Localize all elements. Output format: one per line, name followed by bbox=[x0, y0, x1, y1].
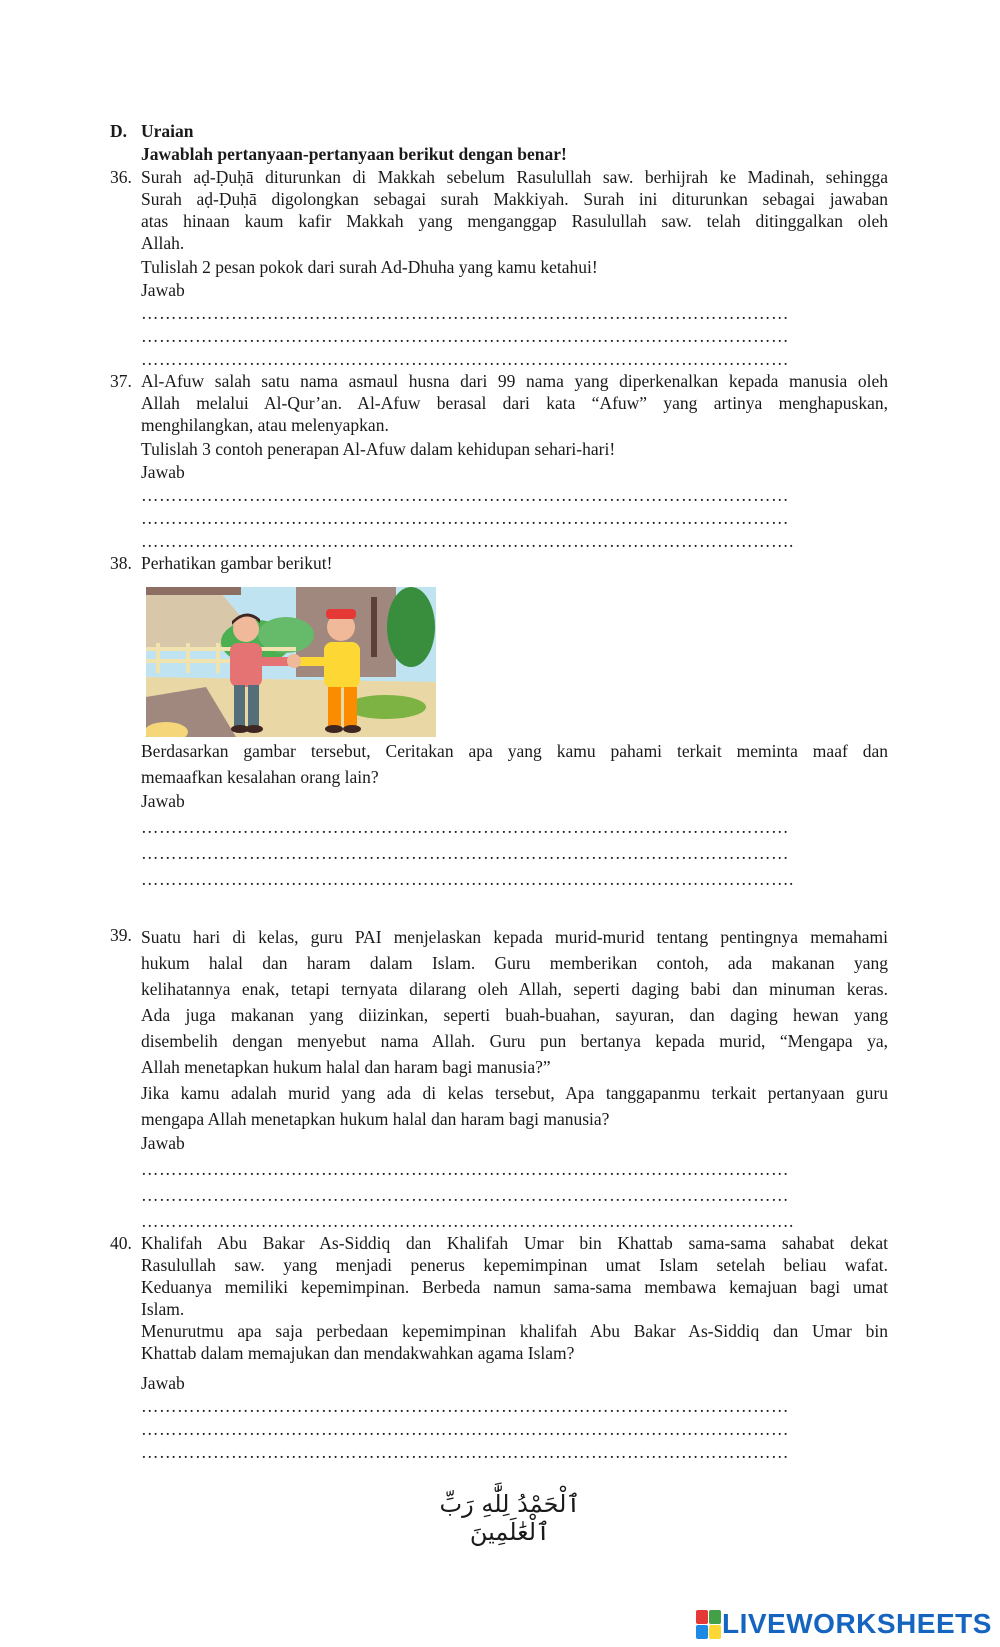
closing-arabic-text: ٱلْحَمْدُ لِلَّٰهِ رَبِّ ٱلْعَٰلَمِينَ bbox=[439, 1490, 581, 1546]
question-38-text bbox=[141, 738, 888, 790]
answer-label: Jawab bbox=[141, 1373, 185, 1393]
question-40-line: Islam. bbox=[141, 1299, 185, 1319]
question-37-number: 37. bbox=[110, 371, 132, 391]
question-36-task: Tulislah 2 pesan pokok dari surah Ad-Dhuha yang kamu ketahui! bbox=[141, 257, 598, 277]
question-36-line: Allah. bbox=[141, 233, 185, 253]
answer-label: Jawab bbox=[141, 280, 185, 300]
answer-line[interactable]: ……………………………………………………………………………………………… bbox=[141, 303, 789, 323]
answer-line[interactable]: ………………………………………………………………………………………………. bbox=[141, 1211, 794, 1231]
liveworksheets-logo-icon bbox=[696, 1610, 720, 1638]
question-40-line: Rasulullah saw. yang menjadi penerus kepemimpinan umat Islam setelah beliau wafat. bbox=[141, 1255, 888, 1275]
section-letter: D. bbox=[110, 121, 128, 141]
question-39-line: hukum halal dan haram dalam Islam. Guru memberikan contoh, ada makanan yang bbox=[141, 953, 888, 973]
question-39-line: kelihatannya enak, tetapi ternyata dilarang oleh Allah, seperti daging babi dan minuman keras. bbox=[141, 979, 888, 999]
answer-label: Jawab bbox=[141, 791, 185, 811]
question-38-intro: Perhatikan gambar berikut! bbox=[141, 553, 333, 573]
question-40-number: 40. bbox=[110, 1233, 132, 1253]
question-40-line: Keduanya memiliki kepemimpinan. Berbeda namun sama-sama membawa kemajuan bagi umat bbox=[141, 1277, 888, 1297]
answer-line[interactable]: ………………………………………………………………………………………………. bbox=[141, 869, 794, 889]
answer-line[interactable]: ………………………………………………………………………………………………. bbox=[141, 531, 794, 551]
question-39-line: disembelih dengan menyebut nama Allah. Guru pun bertanya kepada murid, “Mengapa ya, bbox=[141, 1031, 888, 1051]
question-40-line: Khattab dalam memajukan dan mendakwahkan agama Islam? bbox=[141, 1343, 575, 1363]
logo-block bbox=[696, 1625, 708, 1639]
question-39-text bbox=[141, 924, 888, 1132]
liveworksheets-brand[interactable] bbox=[696, 1608, 992, 1640]
question-36-line: Surah aḍ-Ḍuḥā diturunkan di Makkah sebelum Rasulullah saw. berhijrah ke Madinah, sehingga bbox=[141, 167, 888, 187]
section-title: Uraian bbox=[141, 121, 194, 141]
question-37-line: Al-Afuw salah satu nama asmaul husna dari 99 nama yang diperkenalkan kepada manusia oleh bbox=[141, 371, 888, 391]
logo-block bbox=[709, 1625, 721, 1639]
question-40-line: Menurutmu apa saja perbedaan kepemimpinan khalifah Abu Bakar As-Siddiq dan Umar bin bbox=[141, 1321, 888, 1341]
question-38-number: 38. bbox=[110, 553, 132, 573]
question-37-task: Tulislah 3 contoh penerapan Al-Afuw dalam kehidupan sehari-hari! bbox=[141, 439, 616, 459]
answer-line[interactable]: ……………………………………………………………………………………………… bbox=[141, 1419, 789, 1439]
question-39-line: Allah menetapkan hukum halal dan haram bagi manusia?” bbox=[141, 1057, 551, 1077]
question-39-line: Suatu hari di kelas, guru PAI menjelaskan kepada murid-murid tentang pentingnya memahami bbox=[141, 927, 888, 947]
question-40-text bbox=[141, 1232, 888, 1364]
question-38-line: Berdasarkan gambar tersebut, Ceritakan apa yang kamu pahami terkait meminta maaf dan bbox=[141, 741, 888, 761]
brand-name: LIVEWORKSHEETS bbox=[722, 1608, 992, 1639]
answer-label: Jawab bbox=[141, 462, 185, 482]
answer-line[interactable]: ……………………………………………………………………………………………… bbox=[141, 1159, 789, 1179]
question-37-text bbox=[141, 370, 888, 436]
logo-block bbox=[709, 1610, 721, 1624]
question-37-line: menghilangkan, atau melenyapkan. bbox=[141, 415, 389, 435]
answer-line[interactable]: ……………………………………………………………………………………………… bbox=[141, 1442, 789, 1462]
question-40-line: Khalifah Abu Bakar As-Siddiq dan Khalifah Umar bin Khattab sama-sama sahabat dekat bbox=[141, 1233, 888, 1253]
question-38-line: memaafkan kesalahan orang lain? bbox=[141, 767, 379, 787]
answer-line[interactable]: ……………………………………………………………………………………………… bbox=[141, 843, 789, 863]
question-36-text bbox=[141, 166, 888, 254]
answer-line[interactable]: ……………………………………………………………………………………………… bbox=[141, 349, 789, 369]
answer-line[interactable]: ……………………………………………………………………………………………… bbox=[141, 1185, 789, 1205]
question-36-line: atas hinaan kaum kafir Makkah yang menganggap Rasulullah saw. telah ditinggalkan oleh bbox=[141, 211, 888, 231]
question-36-number: 36. bbox=[110, 167, 132, 187]
answer-label: Jawab bbox=[141, 1133, 185, 1153]
question-39-line: mengapa Allah menetapkan hukum halal dan haram bagi manusia? bbox=[141, 1109, 610, 1129]
forgiveness-handshake-illustration bbox=[146, 587, 436, 737]
question-39-line: Jika kamu adalah murid yang ada di kelas tersebut, Apa tanggapanmu terkait pertanyaan guru bbox=[141, 1083, 888, 1103]
answer-line[interactable]: ……………………………………………………………………………………………… bbox=[141, 817, 789, 837]
answer-line[interactable]: ……………………………………………………………………………………………… bbox=[141, 508, 789, 528]
logo-block bbox=[696, 1610, 708, 1624]
section-instruction: Jawablah pertanyaan-pertanyaan berikut dengan benar! bbox=[141, 144, 567, 164]
question-37-line: Allah melalui Al-Qur’an. Al-Afuw berasal dari kata “Afuw” yang artinya menghapuskan, bbox=[141, 393, 888, 413]
question-39-line: Ada juga makanan yang diizinkan, seperti buah-buahan, sayuran, dan daging hewan yang bbox=[141, 1005, 888, 1025]
answer-line[interactable]: ……………………………………………………………………………………………… bbox=[141, 1396, 789, 1416]
question-36-line: Surah aḍ-Ḍuḥā digolongkan sebagai surah Makkiyah. Surah ini diturunkan sebagai jawaban bbox=[141, 189, 888, 209]
answer-line[interactable]: ……………………………………………………………………………………………… bbox=[141, 485, 789, 505]
answer-line[interactable]: ……………………………………………………………………………………………… bbox=[141, 326, 789, 346]
question-39-number: 39. bbox=[110, 925, 132, 945]
